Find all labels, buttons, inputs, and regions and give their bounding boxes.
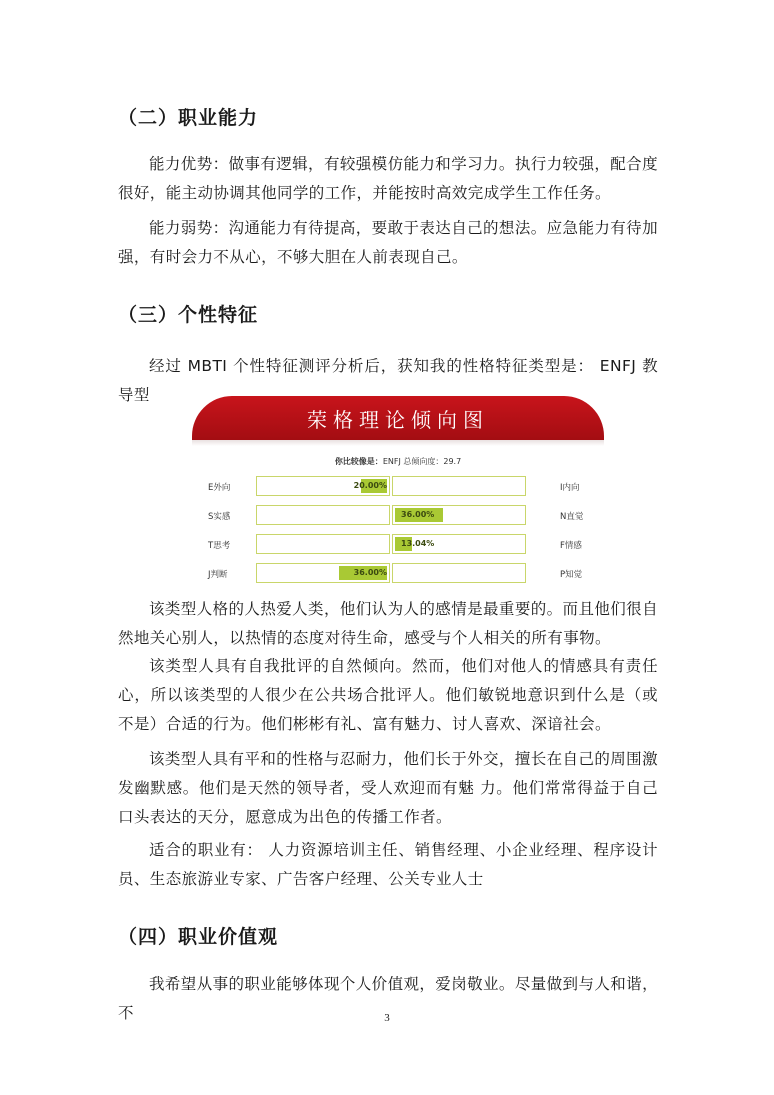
chart-summary: [192, 456, 604, 467]
chart-right-label: F情感: [560, 541, 582, 551]
chart-row: [192, 534, 604, 556]
section-heading-personality: （三）个性特征: [118, 304, 259, 326]
chart-right-track: [392, 476, 526, 496]
paragraph-type-description-1: 该类型人格的人热爱人类，他们认为人的感情是最重要的。而且他们很自然地关心别人，以热情的态度对待生命，感受与个人相关的所有事物。: [118, 600, 658, 647]
paragraph-ability-weaknesses: 能力弱势：沟通能力有待提高，要敢于表达自己的想法。应急能力有待加强，有时会力不从心，不够大胆在人前表现自己。: [118, 219, 658, 266]
paragraph-career-values: 我希望从事的职业能够体现个人价值观，爱岗敬业。尽量做到与人和谐，不: [118, 975, 658, 1022]
chart-bar-label: 36.00%: [353, 568, 387, 577]
chart-left-track: [256, 476, 390, 496]
section-heading-career-values: （四）职业价值观: [118, 926, 279, 948]
chart-bar-label: 20.00%: [353, 481, 387, 490]
section-heading-career-ability: （二）职业能力: [118, 107, 259, 129]
chart-left-label: E外向: [208, 483, 231, 493]
chart-left-track: [256, 505, 390, 525]
page-number: 3: [384, 1012, 390, 1024]
chart-summary-prefix: 你比较像是：: [334, 457, 383, 466]
paragraph-ability-strengths: 能力优势：做事有逻辑，有较强模仿能力和学习力。执行力较强，配合度很好，能主动协调其他同学的工作，并能按时高效完成学生工作任务。: [118, 155, 658, 202]
chart-right-track: [392, 563, 526, 583]
chart-bar-label: 13.04%: [401, 539, 435, 548]
chart-right-label: N直觉: [560, 512, 584, 522]
paragraph-suitable-careers: 适合的职业有： 人力资源培训主任、销售经理、小企业经理、程序设计员、生态旅游业专家、广告客户经理、公关专业人士: [118, 841, 658, 888]
paragraph-type-description-3: 该类型人具有平和的性格与忍耐力，他们长于外交，擅长在自己的周围激发幽默感。他们是天然的领导者，受人欢迎而有魅 力。他们常常得益于自己口头表达的天分，愿意成为出色的传播工作者。: [118, 750, 658, 826]
chart-right-track: [392, 505, 526, 525]
chart-left-track: [256, 563, 390, 583]
chart-right-label: P知觉: [560, 570, 583, 580]
chart-summary-rest: ENFJ 总倾向度：29.7: [382, 457, 462, 466]
chart-title: 荣格理论倾向图: [307, 408, 489, 432]
jung-tendency-chart: [192, 396, 604, 586]
chart-bar-label: 36.00%: [401, 510, 435, 519]
paragraph-type-description-2: 该类型人具有自我批评的自然倾向。然而，他们对他人的情感具有责任心，所以该类型的人很少在公共场合批评人。他们敏锐地意识到什么是（或不是）合适的行为。他们彬彬有礼、富有魅力、讨人喜欢、深谙社会。: [118, 657, 658, 733]
chart-left-label: S实感: [208, 512, 231, 522]
chart-left-label: J判断: [208, 570, 228, 580]
chart-right-label: I内向: [560, 483, 580, 493]
chart-left-track: [256, 534, 390, 554]
chart-left-label: T思考: [208, 541, 231, 551]
chart-right-track: [392, 534, 526, 554]
chart-row: [192, 476, 604, 498]
chart-row: [192, 563, 604, 585]
paragraph-mbti-intro: 经过 MBTI 个性特征测评分析后，获知我的性格特征类型是： ENFJ 教导型: [118, 357, 658, 404]
chart-row: [192, 505, 604, 527]
